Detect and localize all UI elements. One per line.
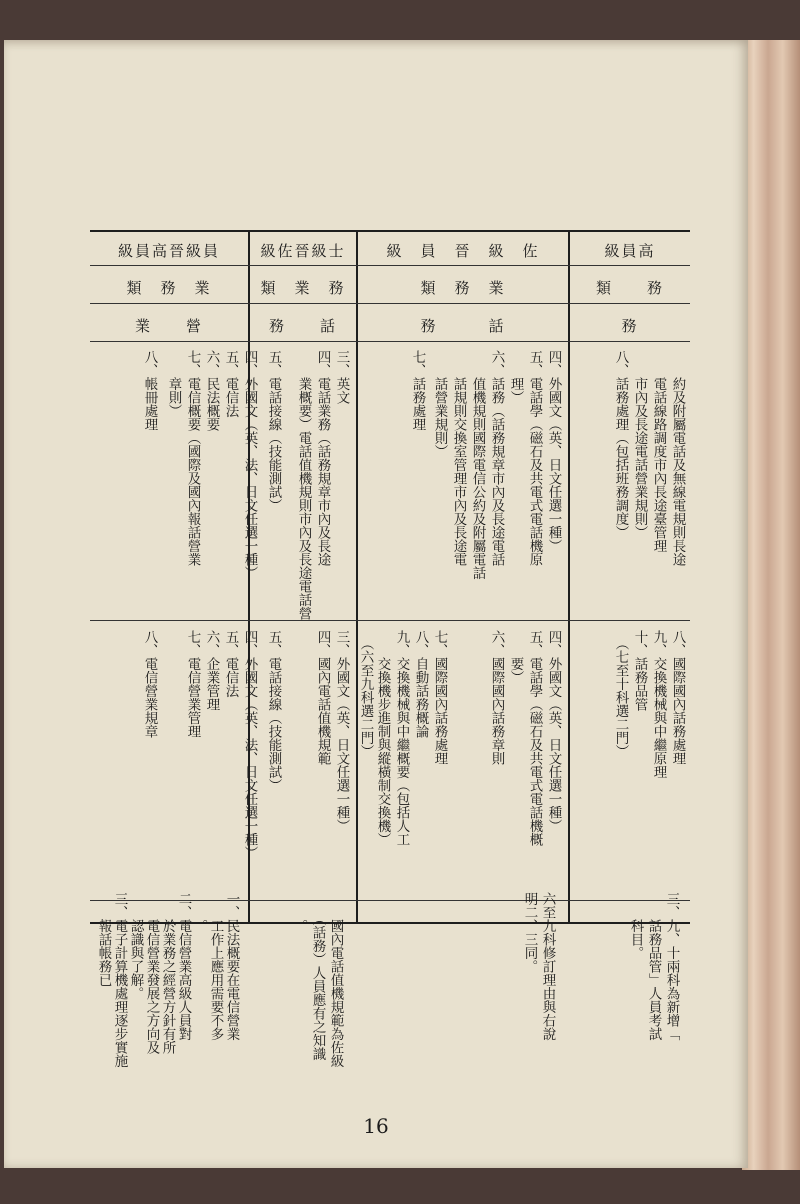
header-divider	[90, 303, 690, 304]
r3c3-line: 明二、三同。	[521, 892, 538, 973]
r2c3-line: 九、交換機械與中繼概要（包括人工	[393, 630, 410, 846]
r1c1-line: 六、民法概要	[203, 350, 220, 431]
r2c4-line: （七至十科選二門）	[612, 630, 629, 759]
r2c2-line: 四、國內電話值機規範	[314, 630, 331, 765]
r2c3-line: 七、國際國內話務處理	[431, 630, 448, 765]
grade-header-4: 級員高	[604, 242, 656, 260]
r1c4-line: 八、話務處理（包括班務調度）	[612, 350, 629, 539]
r3c1-line: 電信營業發展之方向及	[143, 892, 160, 1054]
r3c1-line: 二、電信營業高級人員對	[175, 892, 192, 1041]
r3c1-line: 認識與了解。	[127, 892, 144, 1000]
r2c4-line: 八、國際國內話務處理	[669, 630, 686, 765]
r1c1-line: 四、外國文（英、法、日文任選一種）	[241, 350, 258, 580]
r2c1-line: 六、企業管理	[203, 630, 220, 711]
r1c1-line: 章則）	[165, 350, 182, 418]
r3c2-line: 。	[291, 892, 308, 933]
grade-header-1: 級員高晉級員	[117, 242, 220, 260]
r3c2-line: （話務）人員應有之知識	[309, 892, 326, 1061]
r3c1-line: 三、電子計算機處理逐步實施	[111, 892, 128, 1068]
r1c1-line: 五、電信法	[222, 350, 239, 418]
r1c3-line: 值機規則國際電信公約及附屬電話	[469, 350, 486, 580]
r1c2-line: 業概要）電話值機規則市內及長途電話營	[295, 350, 312, 620]
field-header-1: 業 營	[134, 317, 203, 335]
r3c3-line: 六至九科修訂理由與右說	[539, 892, 556, 1041]
r1c3-line: 話營業規則）	[431, 350, 448, 458]
r2c3-line: 要）	[507, 630, 524, 684]
r3c1-line: 。	[191, 892, 208, 933]
r3c4-line: 科目。	[627, 892, 644, 960]
page-number: 16	[363, 1114, 389, 1138]
r1c3-line: 六、話務（話務規章市內及長途電話	[488, 350, 505, 566]
category-header-4: 類 務	[595, 279, 664, 297]
r1c4-line: 電話線路調度市內長途臺管理	[650, 350, 667, 553]
remarks-container	[90, 892, 690, 1068]
r2c1-line: 八、電信營業規章	[141, 630, 158, 738]
field-header-2: 務 話	[268, 317, 337, 335]
r2c3-line: 交換機步進制與縱橫制交換機）	[374, 630, 391, 846]
r1c1-line: 七、電信概要（國際及國內報話營業	[184, 350, 201, 566]
r1c3-line: 理）	[507, 350, 524, 404]
r1c2-line: 五、電話接線（技能測試）	[265, 350, 282, 512]
r2c3-line: （六至九科選二門）	[357, 630, 374, 759]
r2c2-line: 三、外國文（英、日文任選一種）	[333, 630, 350, 833]
r3c4-line: 話務品管」人員考試	[645, 892, 662, 1041]
r2c4-line: 九、交換機械與中繼原理	[650, 630, 667, 779]
r3c2-line: 國內電話值機規範為佐級	[327, 892, 344, 1068]
header-divider	[90, 265, 690, 266]
category-header-2: 類 業 務	[260, 279, 346, 297]
r1c3-line: 五、電話學（磁石及共電式電話機原	[526, 350, 543, 566]
r3c1-line: 一、民法概要在電信營業	[223, 892, 240, 1041]
r3c4-line: 三、九、十兩科為新增「	[663, 892, 680, 1041]
r2c4-line: 十、話務品管	[631, 630, 648, 711]
category-header-3: 類 務 業	[420, 279, 506, 297]
r1c4-line: 市內及長途電話營業規則）	[631, 350, 648, 539]
r2c3-line: 六、國際國內話務章則	[488, 630, 505, 765]
r1c3-line: 四、外國文（英、日文任選一種）	[545, 350, 562, 553]
r2c3-line: 八、自動話務概論	[412, 630, 429, 738]
grade-header-3: 級 員 晉 級 佐	[386, 242, 540, 260]
r2c1-line: 五、電信法	[222, 630, 239, 698]
book-page-edges	[742, 40, 800, 1170]
r1c2-line: 三、英文	[333, 350, 350, 404]
field-header-4: 務	[621, 317, 639, 335]
r1c3-line: 話規則交換室管理市內及長途電	[450, 350, 467, 566]
header-divider	[90, 341, 690, 342]
r1c3-line: 七、話務處理	[409, 350, 426, 431]
r3c1-line: 工作上應用需要不多	[207, 892, 224, 1041]
r2c1-line: 七、電信營業管理	[184, 630, 201, 738]
r3c1-line: 報話帳務已	[95, 892, 112, 987]
r1c2-line: 四、電話業務（話務規章市內及長途	[314, 350, 331, 566]
row-divider	[90, 620, 690, 621]
grade-header-2: 級佐晉級士	[260, 242, 346, 260]
r2c3-line: 四、外國文（英、日文任選一種）	[545, 630, 562, 833]
category-header-1: 類 務 業	[126, 279, 212, 297]
r3c1-line: 於業務之經營方針有所	[159, 892, 176, 1054]
r2c2-line: 五、電話接線（技能測試）	[265, 630, 282, 792]
r2c1-line: 四、外國文（英、法、日文任選一種）	[241, 630, 258, 860]
exam-subject-table	[90, 230, 690, 924]
r1c4-line: 約及附屬電話及無線電規則長途	[669, 350, 686, 566]
r1c1-line: 八、帳冊處理	[141, 350, 158, 431]
field-header-3: 務 話	[420, 317, 506, 335]
r2c3-line: 五、電話學（磁石及共電式電話機概	[526, 630, 543, 846]
